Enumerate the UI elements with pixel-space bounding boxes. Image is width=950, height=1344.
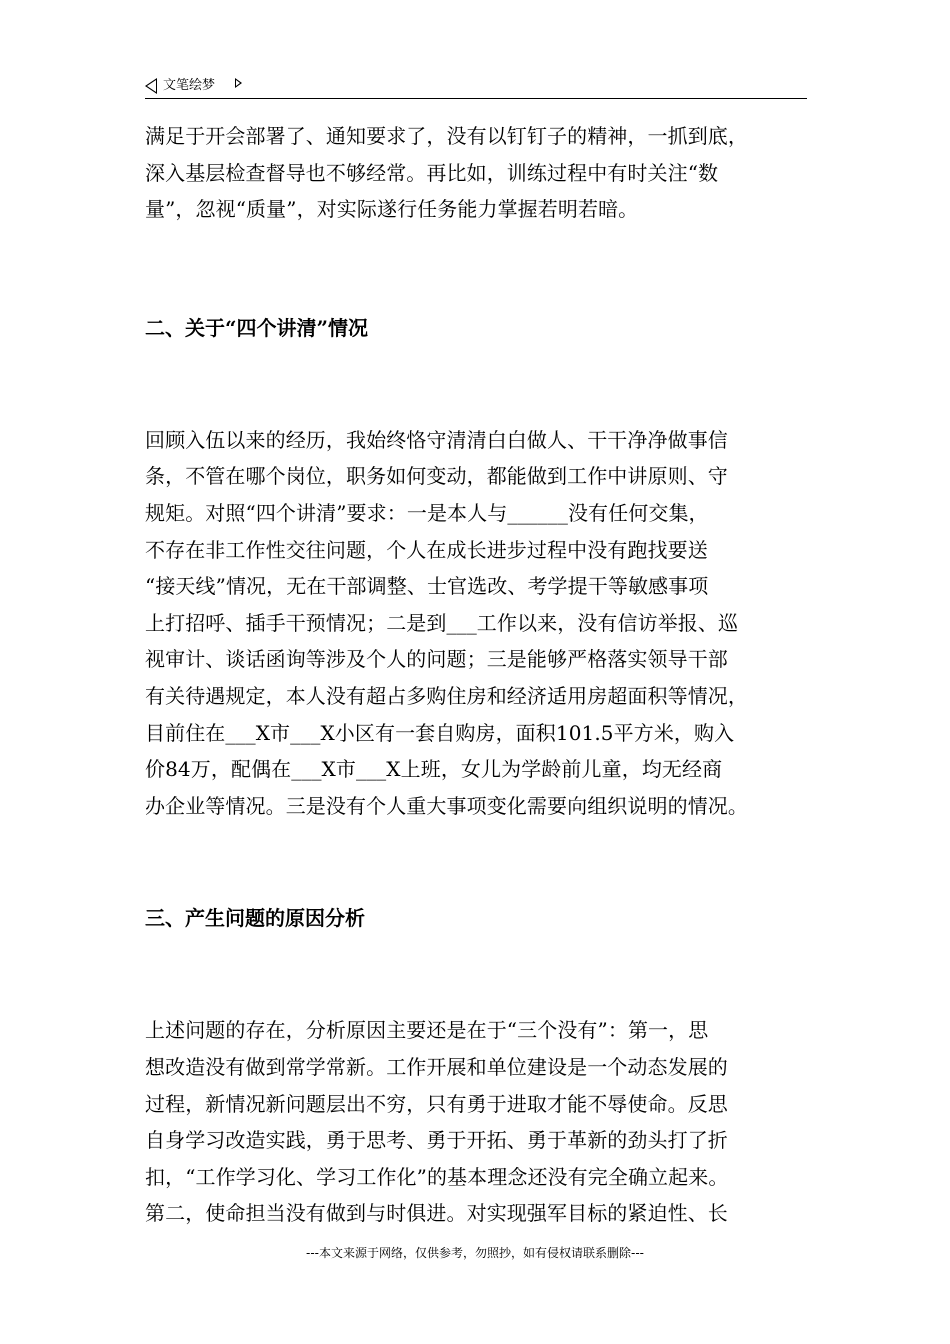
paragraph-3 xyxy=(145,1012,813,1232)
text-line: 深入基层检查督导也不够经常。再比如，训练过程中有时关注“数 xyxy=(145,160,719,185)
header-brand: 文笔绘梦 xyxy=(163,78,216,93)
text-line: 规矩。对照“四个讲清”要求：一是本人与______没有任何交集， xyxy=(145,500,709,525)
text-line: 上述问题的存在，分析原因主要还是在于“三个没有”：第一，思 xyxy=(145,1018,709,1043)
text-line: 条，不管在哪个岗位，职务如何变动，都能做到工作中讲原则、守 xyxy=(145,464,728,489)
paragraph-1 xyxy=(145,118,813,228)
text-line: 目前住在___X市___X小区有一套自购房，面积101.5平方米，购入 xyxy=(145,720,735,745)
text-line: 扣，“工作学习化、学习工作化”的基本理念还没有完全确立起来。 xyxy=(145,1164,729,1189)
text-line: 量”，忽视“质量”，对实际遂行任务能力掌握若明若暗。 xyxy=(145,197,639,222)
text-line: 自身学习改造实践，勇于思考、勇于开拓、勇于革新的劲头打了折 xyxy=(145,1128,728,1153)
section-heading-2: 二、关于“四个讲清”情况 xyxy=(145,315,369,340)
paragraph-2 xyxy=(145,422,813,825)
text-line: 回顾入伍以来的经历，我始终恪守清清白白做人、干干净净做事信 xyxy=(145,427,728,452)
text-line: 满足于开会部署了、通知要求了，没有以钉钉子的精神，一抓到底， xyxy=(145,124,748,148)
text-line: 价84万，配偶在___X市___X上班，女儿为学龄前儿童，均无经商 xyxy=(145,757,723,782)
footer-note: ---本文来源于网络，仅供参考，勿照抄，如有侵权请联系删除--- xyxy=(306,1246,644,1260)
text-line: 有关待遇规定，本人没有超占多购住房和经济适用房超面积等情况， xyxy=(145,683,748,708)
document-body xyxy=(145,118,813,1232)
text-line: 上打招呼、插手干预情况；二是到___工作以来，没有信访举报、巡 xyxy=(145,610,739,635)
triangle-right-icon xyxy=(235,78,242,88)
section-heading-3: 三、产生问题的原因分析 xyxy=(145,906,365,931)
text-line: 不存在非工作性交往问题，个人在成长进步过程中没有跑找要送 xyxy=(145,537,708,562)
text-line: 视审计、谈话函询等涉及个人的问题；三是能够严格落实领导干部 xyxy=(145,647,728,672)
page-header xyxy=(145,74,807,99)
text-line: 第二，使命担当没有做到与时俱进。对实现强军目标的紧迫性、长 xyxy=(145,1201,728,1226)
text-line: 办企业等情况。三是没有个人重大事项变化需要向组织说明的情况。 xyxy=(145,793,748,818)
text-line: 过程，新情况新问题层出不穷，只有勇于进取才能不辱使命。反思 xyxy=(145,1091,728,1116)
text-line: 想改造没有做到常学常新。工作开展和单位建设是一个动态发展的 xyxy=(145,1054,728,1079)
text-line: “接天线”情况，无在干部调整、士官选改、考学提干等敏感事项 xyxy=(145,574,709,599)
triangle-left-icon xyxy=(145,78,157,94)
